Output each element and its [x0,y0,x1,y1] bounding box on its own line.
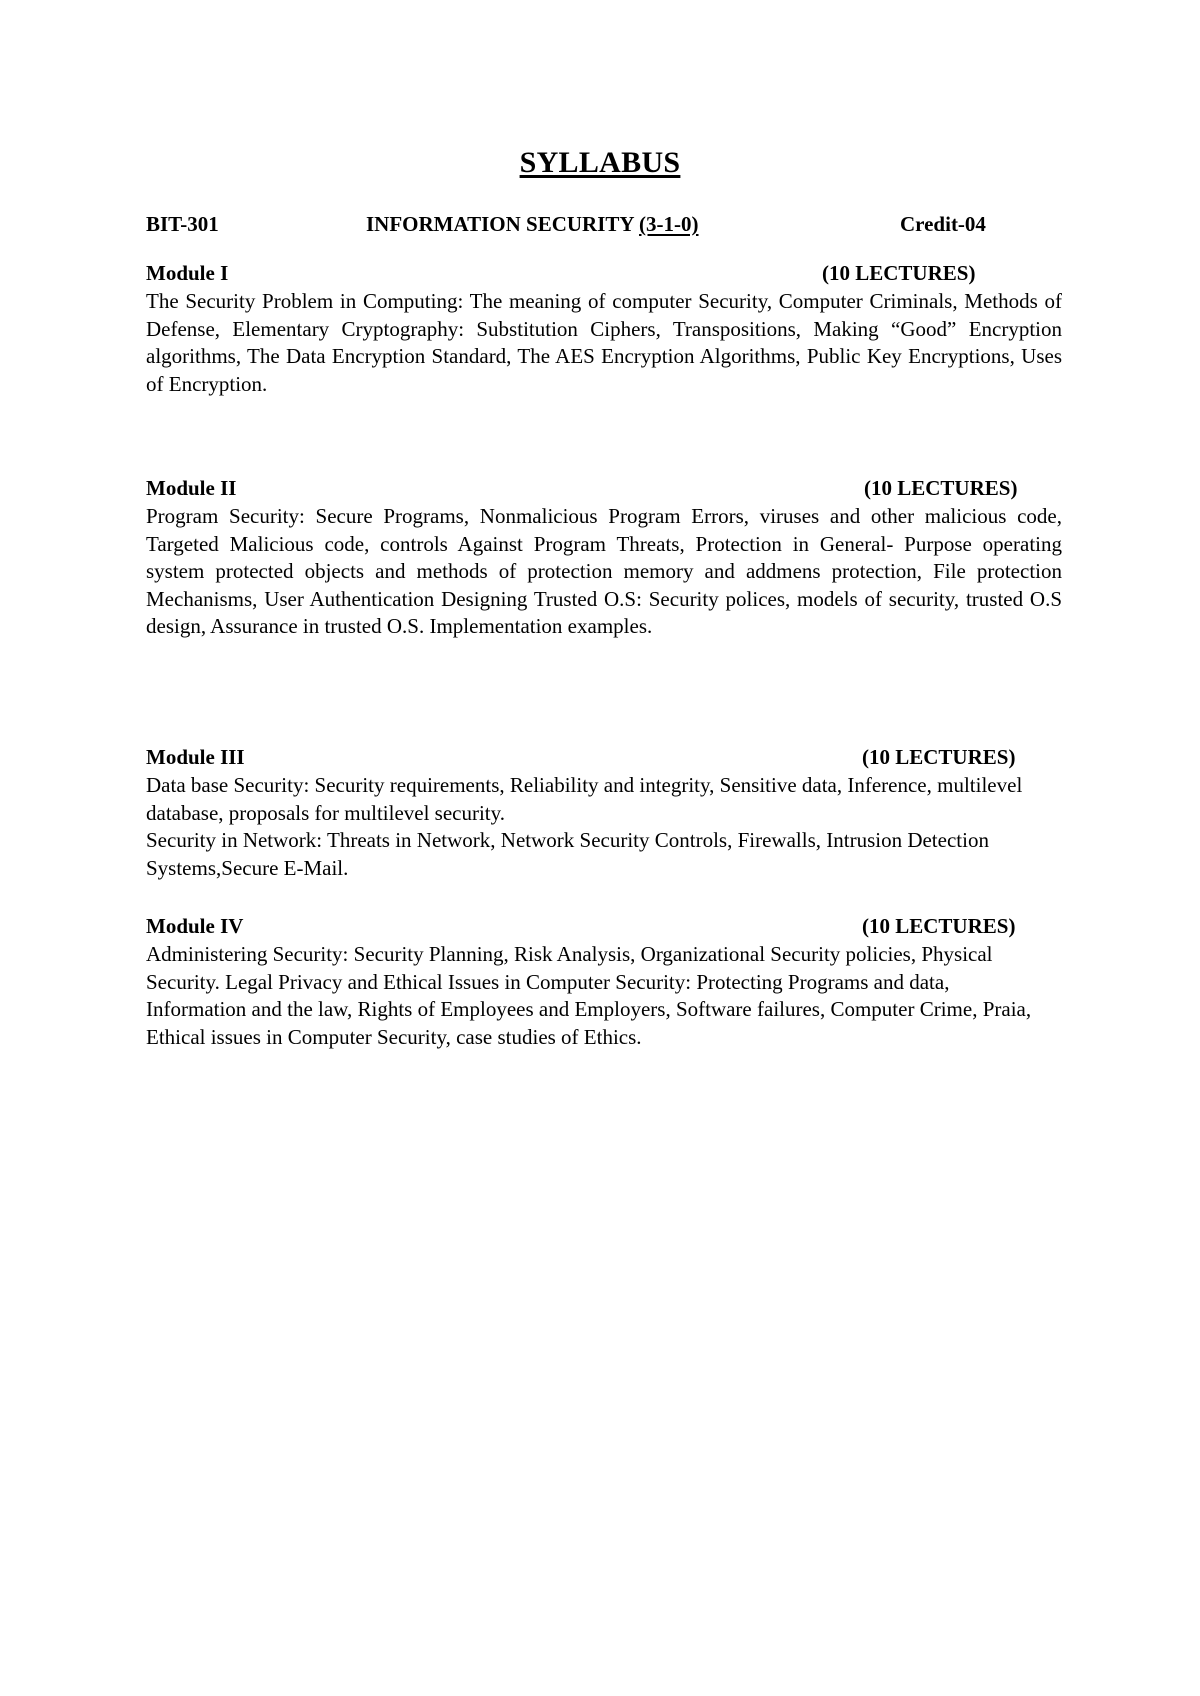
module-lectures: (10 LECTURES) [862,914,1016,938]
module-heading [146,475,1062,503]
page-title: SYLLABUS [519,146,681,179]
module-description: Security in Network: Threats in Network, Network Security Controls, Firewalls, Intrusion Detection Systems,Secure E-Mail. [146,828,989,880]
module-lectures: (10 LECTURES) [822,261,976,285]
module-section [146,913,1046,1051]
module-lectures: (10 LECTURES) [862,745,1016,769]
module-heading [146,913,1046,941]
module-name: Module II [146,476,237,500]
module-section [146,260,1062,398]
module-name: Module IV [146,914,244,938]
module-description: Program Security: Secure Programs, Nonmalicious Program Errors, viruses and other malicious code, Targeted Malicious code, controls Against Program Threats, Protection in General- Purpose operating system protected objects and methods of protection memory and addmens protection, File protection Mechanisms, User Authentication Designing Trusted O.S: Security polices, models of security, trusted O.S design, Assurance in trusted O.S. Implementation examples. [146,504,1062,639]
module-section [146,744,1046,882]
course-ltp: (3-1-0) [639,212,699,236]
course-code: BIT-301 [146,212,219,236]
module-heading [146,260,1062,288]
course-credit: Credit-04 [900,212,986,236]
module-description: Data base Security: Security requirements, Reliability and integrity, Sensitive data, Inference, multilevel database, proposals for multilevel security. [146,773,1023,825]
module-section [146,475,1062,641]
module-heading [146,744,1046,772]
module-name: Module III [146,745,245,769]
course-name: INFORMATION SECURITY [366,212,634,236]
module-description: The Security Problem in Computing: The meaning of computer Security, Computer Criminals, Methods of Defense, Elementary Cryptography: Substitution Ciphers, Transpositions, Making “Good” Encryption algorithms, The Data Encryption Standard, The AES Encryption Algorithms, Public Key Encryptions, Uses of Encryption. [146,289,1062,396]
course-header [146,212,1046,240]
module-lectures: (10 LECTURES) [864,476,1018,500]
module-name: Module I [146,261,229,285]
module-description: Administering Security: Security Planning, Risk Analysis, Organizational Security policies, Physical Security. Legal Privacy and Ethical Issues in Computer Security: Protecting Programs and data, Information and the law, Rights of Employees and Employers, Software failures, Computer Crime, Praia, Ethical issues in Computer Security, case studies of Ethics. [146,942,1032,1049]
course-title [366,212,699,237]
